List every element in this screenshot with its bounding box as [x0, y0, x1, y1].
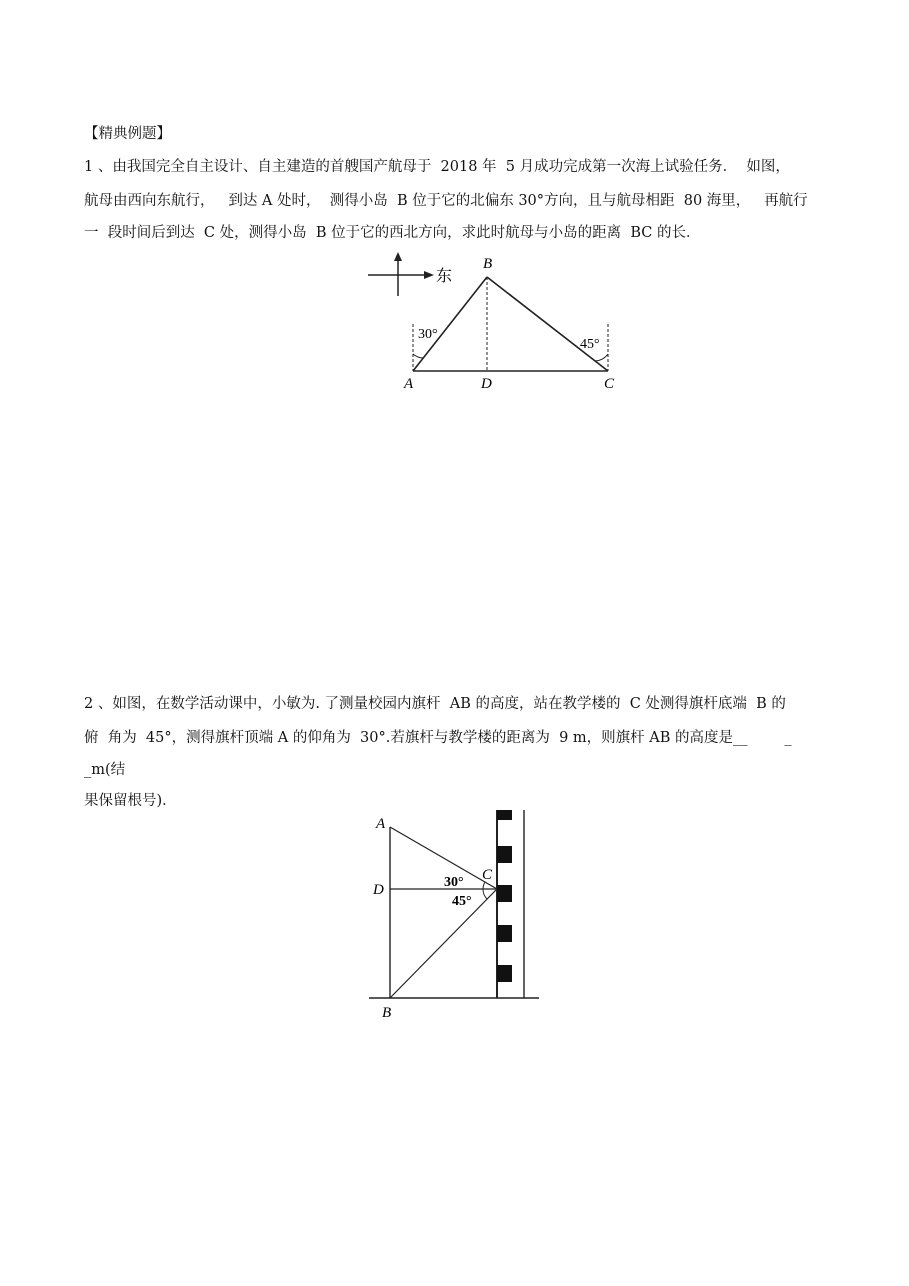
problem1-line-1: 1 、由我国完全自主设计、自主建造的首艘国产航母于 2018 年 5 月成功完成第一次海上试验任务． 如图， [84, 159, 790, 175]
point-label-d: D [373, 882, 384, 898]
line-bc [390, 889, 497, 998]
problem2-line-3: _m(结 [84, 762, 126, 778]
angle-arc-down [483, 889, 487, 899]
problem1-figure [360, 250, 630, 395]
building-window-1 [497, 810, 512, 820]
compass-east-label: 东 [436, 268, 453, 285]
angle-arc-up [483, 882, 485, 889]
building-window-4 [497, 925, 512, 942]
point-label-a: A [404, 376, 414, 392]
angle-label-down: 45° [452, 894, 472, 909]
problem2-figure [365, 808, 545, 1023]
compass-east-arrow [424, 271, 434, 279]
angle-arc-a [413, 354, 423, 358]
building-window-5 [497, 965, 512, 982]
side-bc [487, 277, 608, 371]
angle-arc-c [595, 354, 608, 361]
problem1-line-2: 航母由西向东航行， 到达 A 处时， 测得小岛 B 位于它的北偏东 30°方向，且与航母相距 80 海里， 再航行 [84, 193, 808, 209]
point-label-c: C [604, 376, 615, 392]
point-label-b: B [483, 256, 493, 272]
angle-label-a: 30° [418, 327, 438, 342]
building-window-2 [497, 846, 512, 863]
building-window-3 [497, 885, 512, 902]
angle-label-c: 45° [580, 337, 600, 352]
side-ab [413, 277, 487, 371]
problem2-line-4: 果保留根号)． [84, 793, 177, 809]
compass-north-arrow [394, 252, 402, 261]
angle-label-up: 30° [444, 875, 464, 890]
point-label-c: C [482, 867, 493, 883]
point-label-a: A [376, 816, 386, 832]
problem1-line-3: 一 段时间后到达 C 处，测得小岛 B 位于它的西北方向，求此时航母与小岛的距离 BC 的长． [84, 225, 701, 241]
point-label-b: B [382, 1005, 392, 1021]
section-title: 【精典例题】 [84, 126, 171, 142]
problem2-line-1: 2 、如图，在数学活动课中，小敏为. 了测量校园内旗杆 AB 的高度，站在教学楼的 C 处测得旗杆底端 B 的 [84, 696, 786, 712]
problem2-line-2: 俯 角为 45°，测得旗杆顶端 A 的仰角为 30°.若旗杆与教学楼的距离为 9 m，则旗杆 AB 的高度是__ _ [84, 730, 792, 746]
point-label-d: D [481, 376, 492, 392]
